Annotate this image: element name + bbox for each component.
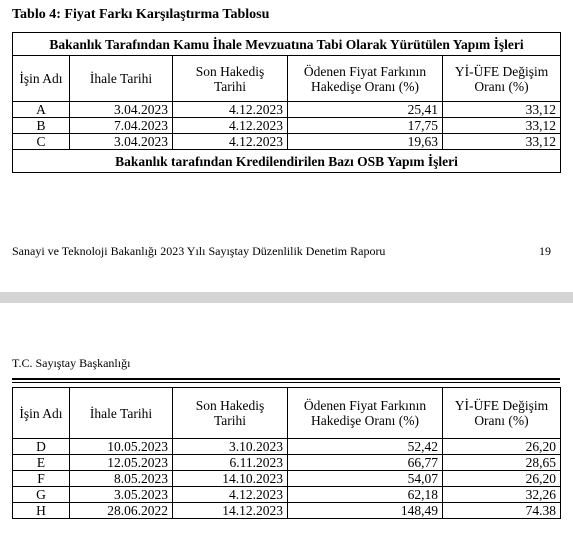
header-row <box>13 56 561 102</box>
cell-price-diff: 25,41 <box>288 102 443 118</box>
col-header-name: İşin Adı <box>13 56 70 102</box>
cell-price-diff: 19,63 <box>288 134 443 150</box>
header-line: Tarihi <box>213 413 247 428</box>
header-line: Ödenen Fiyat Farkının <box>303 63 427 79</box>
cell-last-payment: 4.12.2023 <box>173 487 288 503</box>
header-line: Yİ-ÜFE Değişim <box>454 63 549 79</box>
header-rule <box>12 382 560 383</box>
cell-name: B <box>13 118 70 134</box>
col-header-ppi <box>443 388 561 439</box>
header-line: Hakedişe Oranı (%) <box>311 78 419 94</box>
col-header-ppi <box>443 56 561 102</box>
cell-name: C <box>13 134 70 150</box>
cell-last-payment: 14.12.2023 <box>173 503 288 519</box>
table-caption: Tablo 4: Fiyat Farkı Karşılaştırma Tablosu <box>12 7 270 22</box>
cell-last-payment: 4.12.2023 <box>173 102 288 118</box>
table-row <box>13 439 561 455</box>
cell-price-diff: 148,49 <box>288 503 443 519</box>
page-footer: Sanayi ve Teknoloji Bakanlığı 2023 Yılı Sayıştay Düzenlilik Denetim Raporu <box>12 244 386 258</box>
cell-last-payment: 4.12.2023 <box>173 134 288 150</box>
col-header-tender-date: İhale Tarihi <box>70 56 173 102</box>
cell-last-payment: 6.11.2023 <box>173 455 288 471</box>
cell-name: F <box>13 471 70 487</box>
header-row <box>13 388 561 439</box>
header-line: Son Hakediş <box>195 63 265 79</box>
col-header-last-payment <box>173 388 288 439</box>
header-line: Son Hakediş <box>195 398 265 413</box>
cell-last-payment: 14.10.2023 <box>173 471 288 487</box>
page-divider <box>0 292 573 303</box>
cell-ppi: 26,20 <box>443 471 561 487</box>
section-heading-row <box>13 33 561 56</box>
cell-price-diff: 17,75 <box>288 118 443 134</box>
table-row <box>13 455 561 471</box>
cell-price-diff: 54,07 <box>288 471 443 487</box>
header-line: Hakedişe Oranı (%) <box>311 413 419 428</box>
header-line: Oranı (%) <box>474 413 529 428</box>
section-heading: Bakanlık tarafından Kredilendirilen Bazı OSB Yapım İşleri <box>13 150 561 173</box>
cell-ppi: 32,26 <box>443 487 561 503</box>
col-header-tender-date: İhale Tarihi <box>70 388 173 439</box>
col-header-name: İşin Adı <box>13 388 70 439</box>
section-heading-row <box>13 150 561 173</box>
cell-price-diff: 66,77 <box>288 455 443 471</box>
price-diff-table-1 <box>12 32 561 173</box>
header-line: Tarihi <box>213 78 247 94</box>
cell-price-diff: 62,18 <box>288 487 443 503</box>
table-row <box>13 102 561 118</box>
price-diff-table-2 <box>12 387 561 519</box>
table-row <box>13 134 561 150</box>
table-row <box>13 471 561 487</box>
cell-ppi: 33,12 <box>443 134 561 150</box>
cell-ppi: 74.38 <box>443 503 561 519</box>
cell-name: E <box>13 455 70 471</box>
cell-tender-date: 3.05.2023 <box>70 487 173 503</box>
cell-tender-date: 3.04.2023 <box>70 134 173 150</box>
cell-tender-date: 8.05.2023 <box>70 471 173 487</box>
page-number: 19 <box>539 244 551 258</box>
header-line: Oranı (%) <box>474 78 529 94</box>
page-header: T.C. Sayıştay Başkanlığı <box>12 356 131 370</box>
header-line: Ödenen Fiyat Farkının <box>303 398 427 413</box>
col-header-price-diff <box>288 388 443 439</box>
header-rule <box>12 378 560 380</box>
cell-ppi: 28,65 <box>443 455 561 471</box>
section-heading: Bakanlık Tarafından Kamu İhale Mevzuatına Tabi Olarak Yürütülen Yapım İşleri <box>13 33 561 56</box>
cell-tender-date: 7.04.2023 <box>70 118 173 134</box>
cell-name: A <box>13 102 70 118</box>
cell-ppi: 33,12 <box>443 118 561 134</box>
cell-tender-date: 3.04.2023 <box>70 102 173 118</box>
cell-ppi: 26,20 <box>443 439 561 455</box>
cell-price-diff: 52,42 <box>288 439 443 455</box>
cell-tender-date: 10.05.2023 <box>70 439 173 455</box>
cell-name: D <box>13 439 70 455</box>
table-row <box>13 487 561 503</box>
col-header-last-payment <box>173 56 288 102</box>
cell-last-payment: 4.12.2023 <box>173 118 288 134</box>
header-line: Yİ-ÜFE Değişim <box>454 398 549 413</box>
table-row <box>13 118 561 134</box>
cell-ppi: 33,12 <box>443 102 561 118</box>
cell-name: G <box>13 487 70 503</box>
cell-last-payment: 3.10.2023 <box>173 439 288 455</box>
cell-tender-date: 12.05.2023 <box>70 455 173 471</box>
cell-tender-date: 28.06.2022 <box>70 503 173 519</box>
col-header-price-diff <box>288 56 443 102</box>
table-row <box>13 503 561 519</box>
cell-name: H <box>13 503 70 519</box>
